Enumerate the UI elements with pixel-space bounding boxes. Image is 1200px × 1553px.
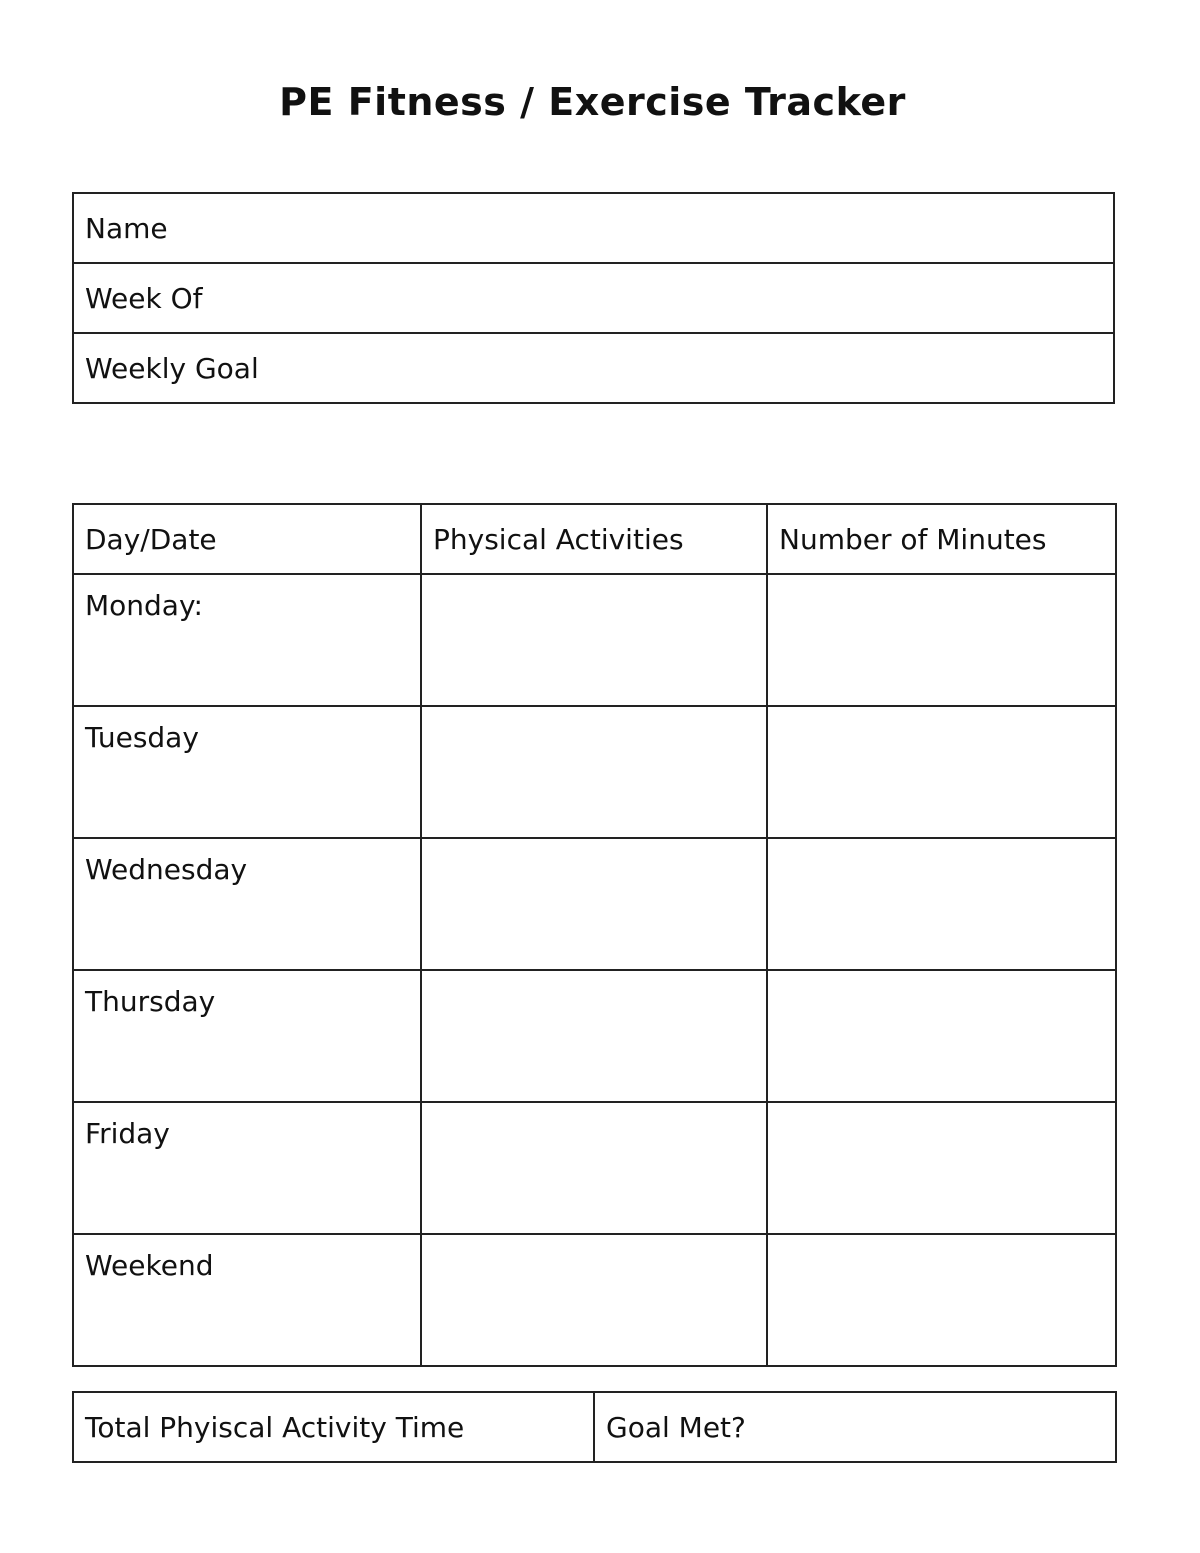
- minutes-cell[interactable]: [767, 838, 1116, 970]
- minutes-cell[interactable]: [767, 970, 1116, 1102]
- minutes-cell[interactable]: [767, 1102, 1116, 1234]
- info-row-week-of: [73, 263, 1114, 333]
- table-row: [73, 706, 1116, 838]
- day-label-wednesday: Wednesday: [73, 838, 421, 970]
- info-row-name: [73, 193, 1114, 263]
- activities-cell[interactable]: [421, 706, 767, 838]
- summary-row: [73, 1392, 1116, 1462]
- table-row: [73, 1234, 1116, 1366]
- activities-cell[interactable]: [421, 970, 767, 1102]
- table-row: [73, 838, 1116, 970]
- activities-cell[interactable]: [421, 1102, 767, 1234]
- table-row: [73, 970, 1116, 1102]
- summary-table: [72, 1391, 1117, 1463]
- minutes-cell[interactable]: [767, 574, 1116, 706]
- table-row: [73, 1102, 1116, 1234]
- activity-log-table: [72, 503, 1117, 1367]
- header-physical-activities: Physical Activities: [421, 504, 767, 574]
- info-row-weekly-goal: [73, 333, 1114, 403]
- table-row: [73, 574, 1116, 706]
- total-activity-time-field[interactable]: Total Phyiscal Activity Time: [73, 1392, 594, 1462]
- page-title: PE Fitness / Exercise Tracker: [279, 80, 906, 124]
- day-label-friday: Friday: [73, 1102, 421, 1234]
- day-label-tuesday: Tuesday: [73, 706, 421, 838]
- minutes-cell[interactable]: [767, 706, 1116, 838]
- goal-met-field[interactable]: Goal Met?: [594, 1392, 1116, 1462]
- activities-cell[interactable]: [421, 838, 767, 970]
- weekly-goal-field[interactable]: Weekly Goal: [73, 333, 1114, 403]
- name-field[interactable]: Name: [73, 193, 1114, 263]
- header-day-date: Day/Date: [73, 504, 421, 574]
- student-info-table: [72, 192, 1115, 404]
- day-label-thursday: Thursday: [73, 970, 421, 1102]
- minutes-cell[interactable]: [767, 1234, 1116, 1366]
- header-number-of-minutes: Number of Minutes: [767, 504, 1116, 574]
- table-header-row: [73, 504, 1116, 574]
- week-of-field[interactable]: Week Of: [73, 263, 1114, 333]
- activities-cell[interactable]: [421, 574, 767, 706]
- day-label-monday: Monday:: [73, 574, 421, 706]
- activities-cell[interactable]: [421, 1234, 767, 1366]
- day-label-weekend: Weekend: [73, 1234, 421, 1366]
